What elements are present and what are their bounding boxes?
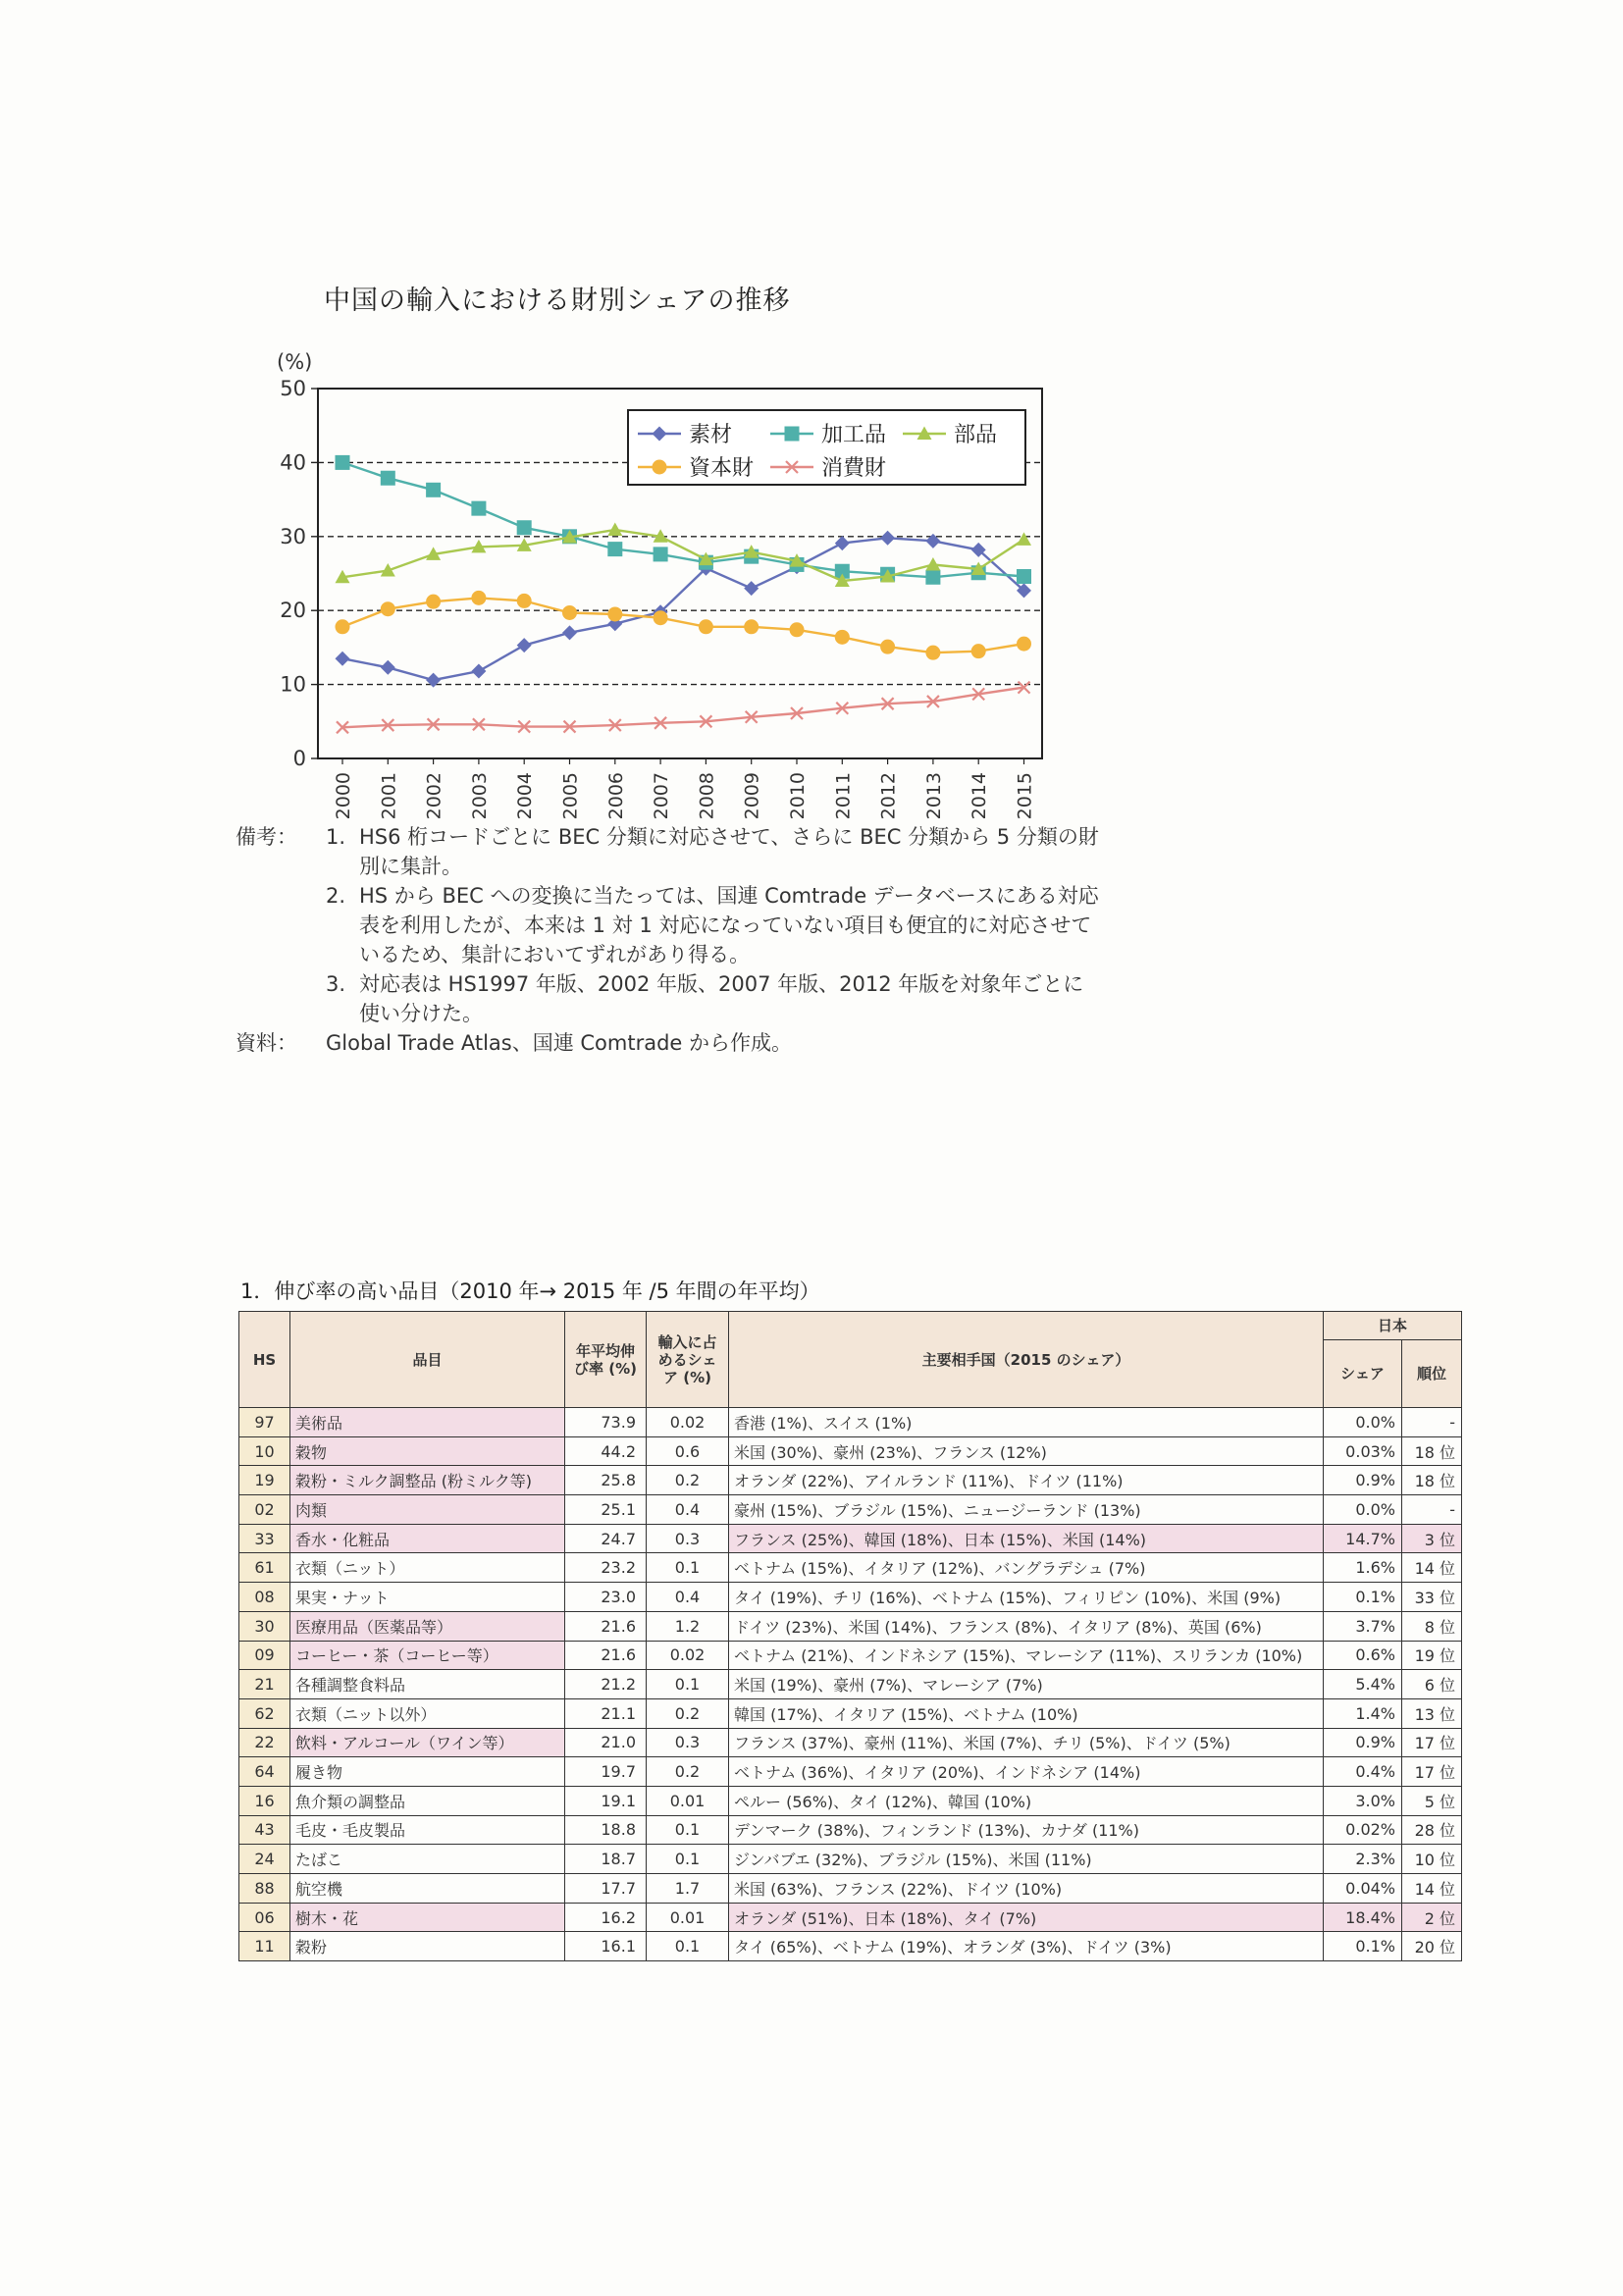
- growth-rate-cell: 23.0: [565, 1583, 647, 1612]
- data-point: [471, 664, 486, 679]
- japan-rank-cell: 2 位: [1402, 1903, 1462, 1932]
- import-share-cell: 0.1: [647, 1932, 729, 1961]
- partner-countries-cell: ドイツ (23%)、米国 (14%)、フランス (8%)、イタリア (8%)、英国 (6%): [729, 1611, 1324, 1641]
- data-point: [381, 601, 395, 616]
- data-point: [562, 625, 577, 640]
- hs-code-cell: 62: [239, 1698, 290, 1728]
- partner-countries-cell: 韓国 (17%)、イタリア (15%)、ベトナム (10%): [729, 1698, 1324, 1728]
- partner-countries-cell: ベトナム (21%)、インドネシア (15%)、マレーシア (11%)、スリランカ (10%): [729, 1641, 1324, 1670]
- series-line: [342, 688, 1024, 728]
- growth-rate-cell: 23.2: [565, 1553, 647, 1583]
- hs-code-cell: 16: [239, 1786, 290, 1815]
- header-japan-share: シェア: [1324, 1340, 1402, 1408]
- legend-marker: [785, 427, 800, 442]
- x-tick-label: 2013: [922, 772, 945, 820]
- import-share-cell: 0.01: [647, 1903, 729, 1932]
- table-row: [239, 1670, 1462, 1699]
- item-name-cell: 穀粉・ミルク調整品 (粉ミルク等): [290, 1466, 565, 1495]
- series-x: [337, 682, 1030, 734]
- note-item: [236, 822, 1099, 881]
- x-tick-label: 2012: [877, 772, 900, 820]
- item-name-cell: 穀物: [290, 1436, 565, 1466]
- data-point: [517, 638, 532, 652]
- data-point: [381, 660, 395, 675]
- header-import-share: 輸入に占めるシェア (%): [647, 1312, 729, 1408]
- chart-title: 中国の輸入における財別シェアの推移: [324, 286, 791, 316]
- y-tick-label: 40: [280, 450, 306, 475]
- header-item: 品目: [290, 1312, 565, 1408]
- hs-code-cell: 30: [239, 1611, 290, 1641]
- item-name-cell: 航空機: [290, 1874, 565, 1904]
- data-point: [790, 622, 805, 637]
- japan-share-cell: 5.4%: [1324, 1670, 1402, 1699]
- japan-share-cell: 1.6%: [1324, 1553, 1402, 1583]
- import-share-cell: 0.4: [647, 1495, 729, 1525]
- import-share-cell: 1.7: [647, 1874, 729, 1904]
- japan-rank-cell: -: [1402, 1408, 1462, 1437]
- japan-share-cell: 0.03%: [1324, 1436, 1402, 1466]
- japan-share-cell: 0.9%: [1324, 1728, 1402, 1757]
- item-name-cell: 果実・ナット: [290, 1583, 565, 1612]
- data-point: [426, 483, 441, 497]
- y-tick-label: 10: [280, 672, 306, 697]
- partner-countries-cell: 米国 (19%)、豪州 (7%)、マレーシア (7%): [729, 1670, 1324, 1699]
- growth-rate-cell: 25.8: [565, 1466, 647, 1495]
- partner-countries-cell: ジンバブエ (32%)、ブラジル (15%)、米国 (11%): [729, 1845, 1324, 1874]
- japan-rank-cell: 5 位: [1402, 1786, 1462, 1815]
- hs-code-cell: 10: [239, 1436, 290, 1466]
- hs-code-cell: 06: [239, 1903, 290, 1932]
- x-tick-label: 2015: [1014, 772, 1036, 820]
- data-point: [517, 594, 532, 608]
- japan-share-cell: 0.9%: [1324, 1466, 1402, 1495]
- japan-rank-cell: 33 位: [1402, 1583, 1462, 1612]
- data-point: [654, 547, 668, 561]
- import-share-cell: 0.2: [647, 1698, 729, 1728]
- hs-code-cell: 19: [239, 1466, 290, 1495]
- note-text: 対応表は HS1997 年版、2002 年版、2007 年版、2012 年版を対象年ごとに使い分けた。: [359, 972, 1084, 1025]
- import-share-cell: 0.1: [647, 1670, 729, 1699]
- table-title: 1．伸び率の高い品目（2010 年→ 2015 年 /5 年間の年平均）: [240, 1279, 820, 1303]
- series-line: [342, 598, 1024, 652]
- table-row: [239, 1436, 1462, 1466]
- note-text: HS6 桁コードごとに BEC 分類に対応させて、さらに BEC 分類から 5 分類の財別に集計。: [359, 825, 1099, 878]
- item-name-cell: 毛皮・毛皮製品: [290, 1815, 565, 1845]
- import-share-cell: 0.02: [647, 1408, 729, 1437]
- item-name-cell: コーヒー・茶（コーヒー等）: [290, 1641, 565, 1670]
- growth-rate-cell: 73.9: [565, 1408, 647, 1437]
- x-tick-label: 2007: [651, 772, 673, 820]
- partner-countries-cell: 米国 (63%)、フランス (22%)、ドイツ (10%): [729, 1874, 1324, 1904]
- data-point: [471, 501, 486, 516]
- y-axis-unit: (%): [277, 350, 313, 374]
- data-point: [971, 644, 986, 658]
- data-point: [744, 581, 759, 596]
- import-share-cell: 1.2: [647, 1611, 729, 1641]
- partner-countries-cell: オランダ (22%)、アイルランド (11%)、ドイツ (11%): [729, 1466, 1324, 1495]
- item-name-cell: 美術品: [290, 1408, 565, 1437]
- growth-rate-cell: 17.7: [565, 1874, 647, 1904]
- data-point: [1017, 532, 1031, 546]
- japan-rank-cell: 3 位: [1402, 1524, 1462, 1553]
- data-point: [336, 455, 350, 470]
- import-share-cell: 0.3: [647, 1524, 729, 1553]
- item-name-cell: 各種調整食料品: [290, 1670, 565, 1699]
- import-share-cell: 0.2: [647, 1466, 729, 1495]
- japan-rank-cell: 14 位: [1402, 1553, 1462, 1583]
- partner-countries-cell: タイ (65%)、ベトナム (19%)、オランダ (3%)、ドイツ (3%): [729, 1932, 1324, 1961]
- note-text: HS から BEC への変換に当たっては、国連 Comtrade データベースにある対応表を利用したが、本来は 1 対 1 対応になっていない項目も便宜的に対応させているため、集計においてずれがあり得る。: [359, 884, 1099, 966]
- table-row: [239, 1583, 1462, 1612]
- japan-share-cell: 0.02%: [1324, 1815, 1402, 1845]
- hs-code-cell: 64: [239, 1757, 290, 1787]
- header-japan-rank: 順位: [1402, 1340, 1462, 1408]
- japan-share-cell: 0.0%: [1324, 1495, 1402, 1525]
- growth-rate-cell: 21.6: [565, 1611, 647, 1641]
- growth-rate-cell: 21.1: [565, 1698, 647, 1728]
- series-circle: [336, 591, 1032, 660]
- item-name-cell: 魚介類の調整品: [290, 1786, 565, 1815]
- table-row: [239, 1524, 1462, 1553]
- growth-rate-cell: 18.8: [565, 1815, 647, 1845]
- growth-rate-cell: 21.6: [565, 1641, 647, 1670]
- japan-share-cell: 3.0%: [1324, 1786, 1402, 1815]
- table-row: [239, 1553, 1462, 1583]
- partner-countries-cell: フランス (37%)、豪州 (11%)、米国 (7%)、チリ (5%)、ドイツ (5%): [729, 1728, 1324, 1757]
- import-share-cell: 0.3: [647, 1728, 729, 1757]
- hs-code-cell: 08: [239, 1583, 290, 1612]
- japan-rank-cell: -: [1402, 1495, 1462, 1525]
- note-number: 1.: [326, 825, 346, 849]
- x-tick-label: 2010: [787, 772, 809, 820]
- table-row: [239, 1698, 1462, 1728]
- x-tick-label: 2014: [969, 771, 991, 820]
- partner-countries-cell: ベトナム (36%)、イタリア (20%)、インドネシア (14%): [729, 1757, 1324, 1787]
- hs-code-cell: 09: [239, 1641, 290, 1670]
- import-share-cell: 0.2: [647, 1757, 729, 1787]
- data-point: [562, 605, 577, 620]
- table-row: [239, 1495, 1462, 1525]
- data-point: [607, 523, 622, 537]
- y-tick-label: 30: [280, 524, 306, 548]
- japan-rank-cell: 8 位: [1402, 1611, 1462, 1641]
- item-name-cell: 履き物: [290, 1757, 565, 1787]
- partner-countries-cell: 香港 (1%)、スイス (1%): [729, 1408, 1324, 1437]
- partner-countries-cell: ペルー (56%)、タイ (12%)、韓国 (10%): [729, 1786, 1324, 1815]
- growth-rate-cell: 44.2: [565, 1436, 647, 1466]
- hs-code-cell: 24: [239, 1845, 290, 1874]
- import-share-cell: 0.6: [647, 1436, 729, 1466]
- x-tick-label: 2003: [468, 772, 491, 820]
- japan-rank-cell: 18 位: [1402, 1466, 1462, 1495]
- legend-label: 部品: [954, 423, 998, 447]
- japan-share-cell: 18.4%: [1324, 1903, 1402, 1932]
- hs-code-cell: 61: [239, 1553, 290, 1583]
- growth-rate-cell: 21.0: [565, 1728, 647, 1757]
- x-tick-label: 2005: [559, 772, 582, 820]
- japan-share-cell: 0.1%: [1324, 1932, 1402, 1961]
- table-row: [239, 1903, 1462, 1932]
- table-row: [239, 1786, 1462, 1815]
- partner-countries-cell: フランス (25%)、韓国 (18%)、日本 (15%)、米国 (14%): [729, 1524, 1324, 1553]
- x-tick-label: 2011: [832, 772, 855, 820]
- chart-series-group: [336, 455, 1032, 733]
- x-tick-label: 2000: [333, 772, 354, 820]
- japan-rank-cell: 13 位: [1402, 1698, 1462, 1728]
- table-row: [239, 1874, 1462, 1904]
- header-japan: 日本: [1324, 1312, 1462, 1340]
- item-name-cell: 香水・化粧品: [290, 1524, 565, 1553]
- table-row: [239, 1932, 1462, 1961]
- data-point: [1017, 569, 1031, 584]
- header-growth: 年平均伸び率 (%): [565, 1312, 647, 1408]
- data-point: [835, 630, 850, 645]
- source-text: Global Trade Atlas、国連 Comtrade から作成。: [326, 1031, 793, 1055]
- import-share-cell: 0.02: [647, 1641, 729, 1670]
- data-point: [426, 673, 441, 688]
- japan-share-cell: 0.04%: [1324, 1874, 1402, 1904]
- x-tick-label: 2004: [514, 772, 537, 820]
- data-point: [471, 591, 486, 605]
- note-number: 3.: [326, 972, 346, 996]
- partner-countries-cell: オランダ (51%)、日本 (18%)、タイ (7%): [729, 1903, 1324, 1932]
- hs-code-cell: 02: [239, 1495, 290, 1525]
- legend-label: 加工品: [821, 423, 887, 447]
- source-label: 資料：: [236, 1031, 297, 1055]
- japan-share-cell: 0.4%: [1324, 1757, 1402, 1787]
- x-tick-label: 2008: [696, 772, 718, 820]
- hs-code-cell: 33: [239, 1524, 290, 1553]
- table-row: [239, 1466, 1462, 1495]
- line-chart: [0, 0, 1623, 824]
- item-name-cell: 肉類: [290, 1495, 565, 1525]
- item-name-cell: たばこ: [290, 1845, 565, 1874]
- data-point: [835, 536, 850, 550]
- item-name-cell: 衣類（ニット）: [290, 1553, 565, 1583]
- x-tick-label: 2002: [423, 772, 445, 820]
- japan-share-cell: 0.0%: [1324, 1408, 1402, 1437]
- data-point: [336, 652, 350, 666]
- table-row: [239, 1641, 1462, 1670]
- japan-share-cell: 3.7%: [1324, 1611, 1402, 1641]
- partner-countries-cell: デンマーク (38%)、フィンランド (13%)、カナダ (11%): [729, 1815, 1324, 1845]
- japan-rank-cell: 6 位: [1402, 1670, 1462, 1699]
- chart-notes: [236, 822, 1099, 1058]
- item-name-cell: 医療用品（医薬品等）: [290, 1611, 565, 1641]
- header-partners: 主要相手国（2015 のシェア）: [729, 1312, 1324, 1408]
- table-row: [239, 1815, 1462, 1845]
- japan-rank-cell: 19 位: [1402, 1641, 1462, 1670]
- japan-share-cell: 1.4%: [1324, 1698, 1402, 1728]
- data-point: [607, 542, 622, 556]
- japan-share-cell: 2.3%: [1324, 1845, 1402, 1874]
- data-point: [336, 619, 350, 634]
- legend-label: 素材: [689, 423, 733, 447]
- japan-share-cell: 0.1%: [1324, 1583, 1402, 1612]
- data-point: [699, 619, 713, 634]
- data-point: [925, 557, 940, 571]
- hs-code-cell: 43: [239, 1815, 290, 1845]
- japan-rank-cell: 10 位: [1402, 1845, 1462, 1874]
- partner-countries-cell: ベトナム (15%)、イタリア (12%)、バングラデシュ (7%): [729, 1553, 1324, 1583]
- import-share-cell: 0.4: [647, 1583, 729, 1612]
- hs-code-cell: 88: [239, 1874, 290, 1904]
- growth-rate-cell: 18.7: [565, 1845, 647, 1874]
- growth-rate-cell: 19.7: [565, 1757, 647, 1787]
- y-tick-label: 50: [280, 377, 306, 400]
- japan-rank-cell: 28 位: [1402, 1815, 1462, 1845]
- import-share-cell: 0.1: [647, 1553, 729, 1583]
- data-point: [1017, 637, 1031, 652]
- x-tick-label: 2009: [741, 772, 763, 820]
- legend-marker: [653, 460, 667, 475]
- japan-share-cell: 14.7%: [1324, 1524, 1402, 1553]
- import-share-cell: 0.01: [647, 1786, 729, 1815]
- data-point: [880, 531, 895, 546]
- x-tick-label: 2001: [378, 772, 400, 820]
- table-row: [239, 1611, 1462, 1641]
- table-row: [239, 1757, 1462, 1787]
- table-row: [239, 1845, 1462, 1874]
- data-point: [880, 640, 895, 654]
- growth-rate-cell: 16.1: [565, 1932, 647, 1961]
- japan-rank-cell: 17 位: [1402, 1728, 1462, 1757]
- legend-label: 資本財: [689, 456, 755, 481]
- data-point: [744, 619, 759, 634]
- chart-legend: [628, 410, 1025, 485]
- partner-countries-cell: 豪州 (15%)、ブラジル (15%)、ニュージーランド (13%): [729, 1495, 1324, 1525]
- import-share-cell: 0.1: [647, 1845, 729, 1874]
- data-point: [925, 570, 940, 585]
- growth-rate-cell: 21.2: [565, 1670, 647, 1699]
- header-hs: HS: [239, 1312, 290, 1408]
- hs-code-cell: 97: [239, 1408, 290, 1437]
- hs-code-cell: 21: [239, 1670, 290, 1699]
- japan-rank-cell: 17 位: [1402, 1757, 1462, 1787]
- table-row: [239, 1408, 1462, 1437]
- note-item: [236, 969, 1099, 1028]
- item-name-cell: 飲料・アルコール（ワイン等）: [290, 1728, 565, 1757]
- note-number: 2.: [326, 884, 346, 908]
- japan-share-cell: 0.6%: [1324, 1641, 1402, 1670]
- source-note: [236, 1028, 1099, 1058]
- x-tick-label: 2006: [604, 772, 627, 820]
- series-line: [342, 530, 1024, 581]
- growth-rate-cell: 24.7: [565, 1524, 647, 1553]
- japan-rank-cell: 14 位: [1402, 1874, 1462, 1904]
- y-tick-label: 0: [292, 747, 306, 770]
- data-point: [654, 610, 668, 625]
- legend-label: 消費財: [821, 456, 887, 481]
- table-body: [239, 1408, 1462, 1961]
- japan-rank-cell: 18 位: [1402, 1436, 1462, 1466]
- japan-rank-cell: 20 位: [1402, 1932, 1462, 1961]
- growth-rate-cell: 19.1: [565, 1786, 647, 1815]
- table-row: [239, 1728, 1462, 1757]
- hs-code-cell: 22: [239, 1728, 290, 1757]
- growth-items-table: [238, 1311, 1462, 1961]
- item-name-cell: 樹木・花: [290, 1903, 565, 1932]
- growth-rate-cell: 16.2: [565, 1903, 647, 1932]
- data-point: [381, 471, 395, 486]
- partner-countries-cell: タイ (19%)、チリ (16%)、ベトナム (15%)、フィリピン (10%)、米国 (9%): [729, 1583, 1324, 1612]
- growth-rate-cell: 25.1: [565, 1495, 647, 1525]
- y-tick-label: 20: [280, 599, 306, 623]
- notes-label: 備考：: [236, 825, 297, 849]
- data-point: [925, 534, 940, 548]
- hs-code-cell: 11: [239, 1932, 290, 1961]
- item-name-cell: 穀粉: [290, 1932, 565, 1961]
- data-point: [426, 595, 441, 609]
- data-point: [607, 606, 622, 621]
- item-name-cell: 衣類（ニット以外）: [290, 1698, 565, 1728]
- note-item: [236, 881, 1099, 969]
- partner-countries-cell: 米国 (30%)、豪州 (23%)、フランス (12%): [729, 1436, 1324, 1466]
- data-point: [925, 646, 940, 660]
- import-share-cell: 0.1: [647, 1815, 729, 1845]
- data-point: [517, 520, 532, 535]
